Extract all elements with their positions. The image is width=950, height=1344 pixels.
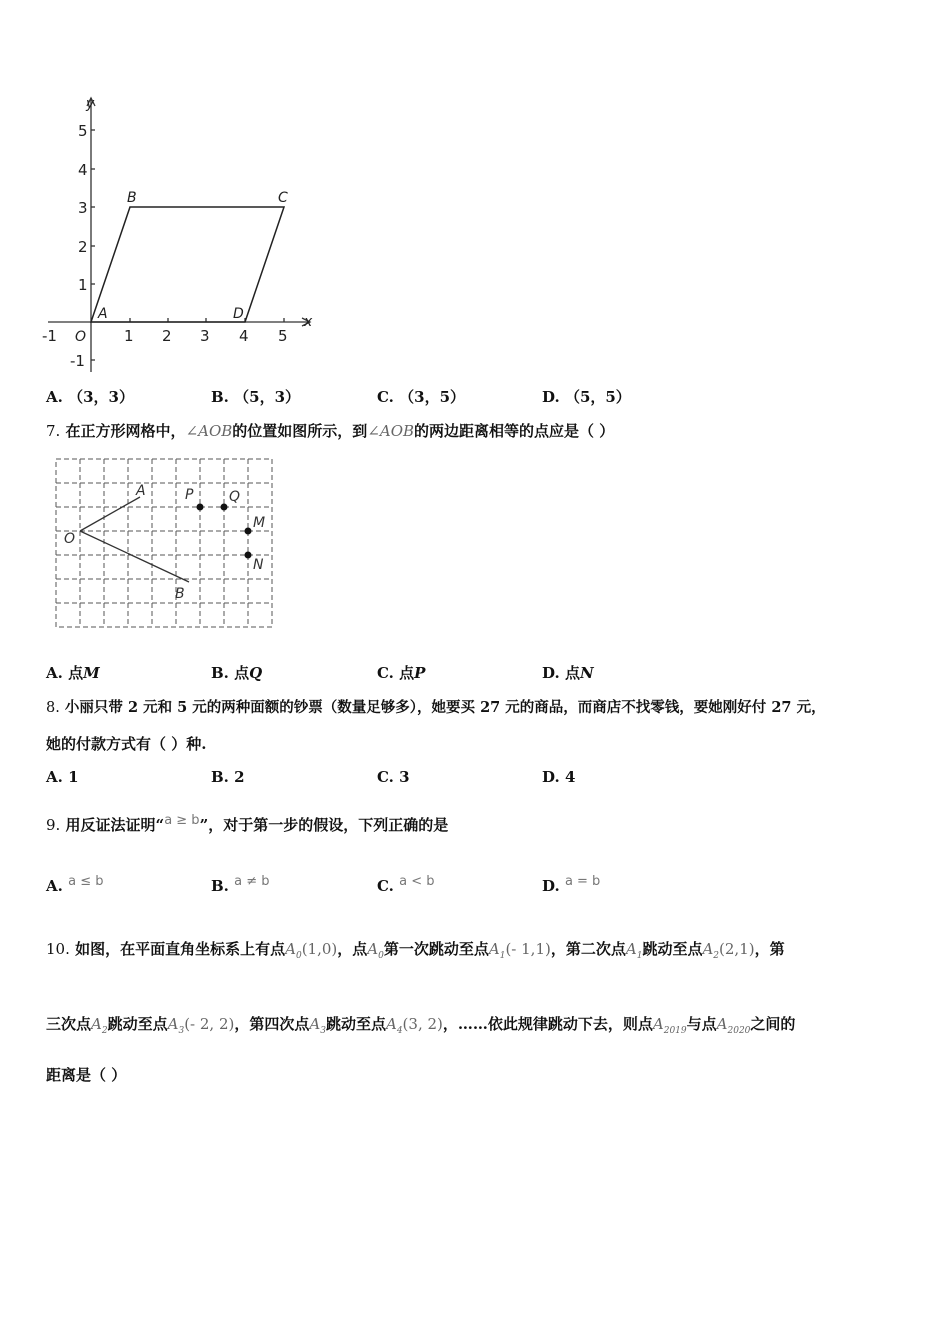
label-n: N [253,557,264,573]
q10-stem-line2: 三次点$A_2$跳动至点$A_3(-$ 2, 2)，第四次点$A_3$跳动至点$A_4(3$, 2)，……依此规律跳动下去，则点$A_{2019}$与点$A_{2020}$之间的 [46,1015,796,1036]
q7-option-d[interactable]: D. 点N [542,664,594,682]
q9-stem: 9. 用反证法证明“a ≥ b”，对于第一步的假设，下列正确的是 [46,813,449,834]
y-tick-4: 4 [78,161,88,179]
y-tick-2: 2 [78,238,88,256]
q7-option-b[interactable]: B. 点Q [211,664,263,682]
q7-option-c[interactable]: C. 点P [377,664,426,682]
ray-oa [80,497,140,531]
y-tick-5: 5 [78,122,88,140]
q10-stem-line3: 距离是（ ） [46,1066,127,1084]
q8-option-b[interactable]: B. 2 [211,768,245,786]
q9-option-a[interactable]: A. a ≤ b [46,874,104,895]
parallelogram-figure [40,90,330,380]
label-o: O [64,531,76,547]
q7-option-a[interactable]: A. 点M [46,664,100,682]
label-q: Q [229,489,241,505]
q6-option-d[interactable]: D. （5，5） [542,388,631,406]
parallelogram-abcd [91,207,284,322]
q7-stem: 7. 在正方形网格中，∠AOB的位置如图所示，到∠AOB的两边距离相等的点应是（ ） [46,422,615,440]
angle-aob: ∠AOB [185,422,233,440]
q9-option-b[interactable]: B. a ≠ b [211,874,270,895]
q6-option-a[interactable]: A. （3，3） [46,388,134,406]
label-p: P [185,487,194,503]
q9-option-d[interactable]: D. a = b [542,874,601,895]
q8-option-c[interactable]: C. 3 [377,768,410,786]
point-p [197,504,204,511]
y-tick-1: 1 [78,276,88,294]
y-tick-3: 3 [78,199,88,217]
point-label-a: A [98,306,108,322]
x-tick-1: 1 [124,327,134,345]
point-q [221,504,228,511]
y-tick-neg1: -1 [70,352,85,370]
q8-option-d[interactable]: D. 4 [542,768,576,786]
q6-option-b[interactable]: B. （5，3） [211,388,301,406]
label-a: A [136,483,146,499]
x-tick-neg1: -1 [42,327,57,345]
origin-label: O [75,329,87,345]
ray-ob [80,531,189,582]
q8-stem-line1: 8. 小丽只带 2 元和 5 元的两种面额的钞票（数量足够多），她要买 27 元的商品，而商店不找零钱，要她刚好付 27 元， [46,699,826,716]
point-label-d: D [233,306,244,322]
label-m: M [253,515,266,531]
point-m [245,528,252,535]
x-axis-label: x [304,314,313,330]
q8-option-a[interactable]: A. 1 [46,768,79,786]
point-n [245,552,252,559]
q6-option-c[interactable]: C. （3，5） [377,388,466,406]
q8-stem-line2: 她的付款方式有（ ）种. [46,735,207,753]
x-tick-5: 5 [278,327,288,345]
q9-option-c[interactable]: C. a < b [377,874,435,895]
y-axis-label: y [86,96,95,112]
grid-figure [52,455,277,633]
q10-stem-line1: 10. 如图，在平面直角坐标系上有点$A_0(1,0)$，点$A_0$第一次跳动至点$A_1(-$ 1,1)，第二次点$A_1$跳动至点$A_2(2,1)$，第 [46,940,785,961]
x-tick-3: 3 [200,327,210,345]
x-tick-4: 4 [239,327,249,345]
label-b: B [175,586,185,602]
x-tick-2: 2 [162,327,172,345]
point-label-c: C [278,190,288,206]
point-label-b: B [127,190,137,206]
